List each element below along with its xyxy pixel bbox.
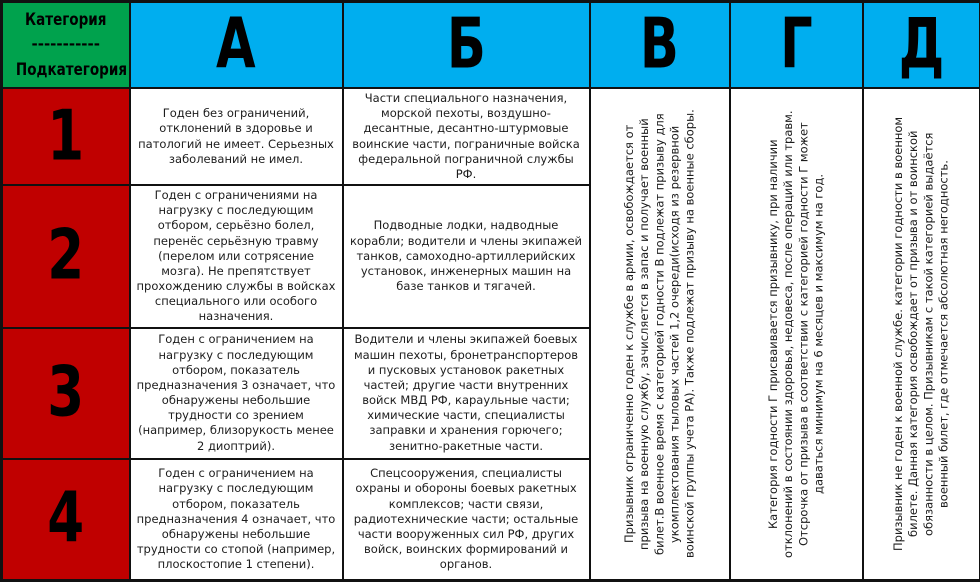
vertical-cell-g-wrap [731, 100, 862, 568]
col-header-v-label: В [640, 10, 679, 79]
row-header-2-label: 2 [47, 222, 84, 291]
vertical-cell-d-wrap [864, 100, 980, 568]
col-header-a [130, 2, 343, 89]
vertical-cell-d-text: Призывник не годен к военной службе. категории годности в военном билете. Данная категория освобождает от призыва и от воинской обязанности в целом. Призывникам с такой категорией выдаётся военный билет, где отмечается абсолютная негодность. [891, 108, 952, 560]
corner-label-subcategory: Подкатегория [16, 62, 116, 79]
corner-divider-dashes: ----------- [5, 37, 127, 52]
cell-b1: Части специального назначения, морской пехоты, воздушно-десантные, десантно-штурмовые воинские части, пограничные войска федеральной пограничной службы РФ. [343, 88, 590, 185]
row-header-3 [2, 328, 130, 459]
cell-a4: Годен с ограничением на нагрузку с последующим отбором, показатель предназначения 4 означает, что обнаружены небольшие трудности со стопой (например, плоскостопие 1 степени). [130, 459, 343, 581]
vertical-cell-g-text: Категория годности Г присваивается призывнику, при наличии отклонений в состоянии здоровья, недовеса, после операций или травм. Отсрочка от призыва в соответствии с категорией годности Г может даваться минимум на 6 месяцев и максимум на год. [766, 108, 827, 560]
cell-a1: Годен без ограничений, отклонений в здоровье и патологий не имеет. Серьезных заболеваний не имел. [130, 88, 343, 185]
vertical-cell-v [590, 88, 730, 581]
header-row [2, 2, 980, 89]
corner-label-category: Категория [16, 12, 116, 29]
col-header-d-label: Д [898, 10, 944, 79]
col-header-a-label: А [216, 10, 256, 79]
col-header-v [590, 2, 730, 89]
corner-cell-content [5, 7, 127, 83]
cell-b2: Подводные лодки, надводные корабли; водители и члены экипажей танков, самоходно-артиллерийских установок, инженерных машин на базе танков и тягачей. [343, 185, 590, 328]
vertical-cell-d [863, 88, 980, 581]
vertical-cell-v-wrap [591, 100, 729, 568]
col-header-b [343, 2, 590, 89]
col-header-d [863, 2, 980, 89]
col-header-g [730, 2, 863, 89]
cell-a3: Годен с ограничением на нагрузку с последующим отбором, показатель предназначения 3 означает, что обнаружены небольшие трудности со зрением (например, близорукость менее 2 диоптрий). [130, 328, 343, 459]
cell-b4: Спецсооружения, специалисты охраны и обороны боевых ракетных комплексов; части связи, радиотехнические части; остальные части вооруженных сил РФ, других войск, воинских формирований и органов. [343, 459, 590, 581]
corner-cell [2, 2, 130, 89]
row-header-3-label: 3 [47, 358, 84, 427]
row-header-2 [2, 185, 130, 328]
row-header-4-label: 4 [47, 485, 84, 554]
cell-b3: Водители и члены экипажей боевых машин пехоты, бронетранспортеров и пусковых установок ракетных частей; другие части внутренних войск МВД РФ, караульные части; химические части, специалисты заправки и хранения горючего; зенитно-ракетные части. [343, 328, 590, 459]
row-header-4 [2, 459, 130, 581]
row-header-1-label: 1 [47, 102, 84, 171]
row-header-1 [2, 88, 130, 185]
cell-a2: Годен с ограничениями на нагрузку с последующим отбором, серьёзно болел, перенёс серьёзную травму (перелом или сотрясение мозга). Не препятствует прохождению службы в войсках специального или особого назначения. [130, 185, 343, 328]
table-row-1 [2, 88, 980, 185]
vertical-cell-g [730, 88, 863, 581]
col-header-b-label: Б [446, 10, 485, 79]
col-header-g-label: Г [780, 10, 813, 79]
vertical-cell-v-text: Призывник ограниченно годен к службе в армии, освобождается от призыва на военную службу, зачисляется в запас и получает военный билет.В военное время с категорией годности В подлежат призыву для укомплектования тыловых частей 1,2 очереди(исходя из резервной воинской группы учета РА). Также подлежат призыву на военные сборы. [622, 108, 698, 560]
